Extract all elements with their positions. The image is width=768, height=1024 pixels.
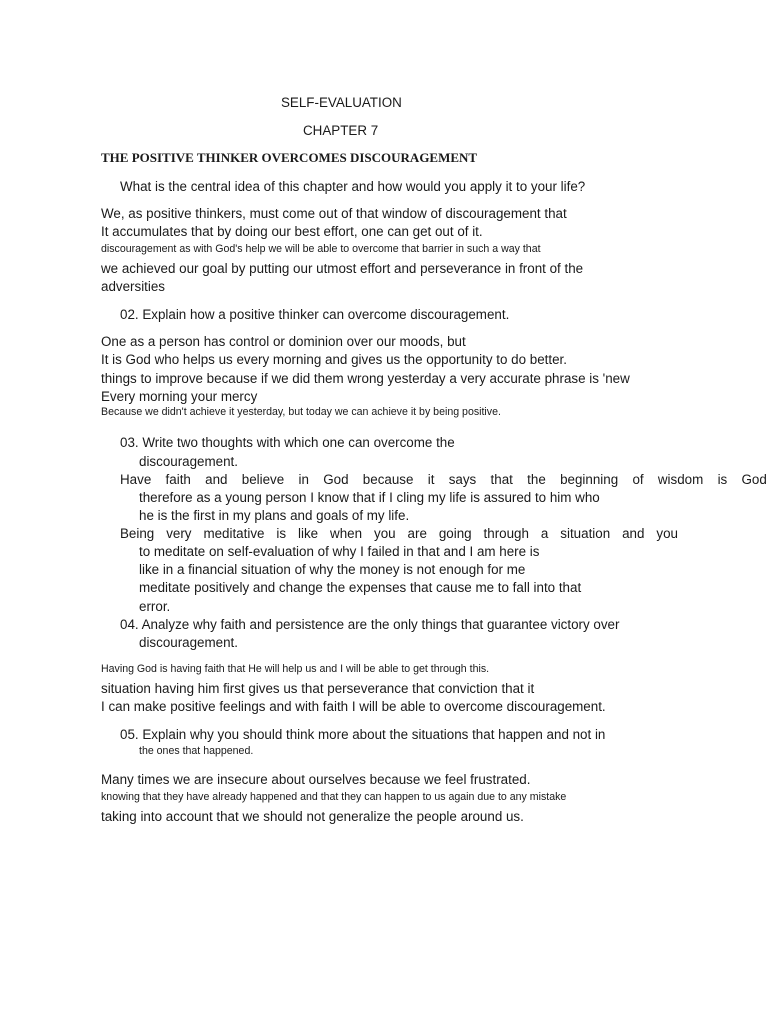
word: God [323, 472, 349, 487]
chapter-label: CHAPTER 7 [303, 123, 379, 138]
word: wisdom [657, 472, 704, 487]
answer-2-line: Every morning your mercy [101, 389, 258, 404]
answer-4-line: Having God is having faith that He will help us and I will be able to get through this. [101, 663, 490, 675]
answer-1-line: adversities [101, 279, 166, 294]
answer-5-line: knowing that they have already happened and that they can happen to us again due to any mistake [101, 791, 567, 803]
word: it [427, 472, 435, 487]
answer-4-line: I can make positive feelings and with faith I will be able to overcome discouragement. [101, 699, 606, 714]
word: a [540, 526, 549, 541]
word: in [298, 472, 309, 487]
answer-1-line: We, as positive thinkers, must come out of that window of discouragement that [101, 206, 567, 221]
thought-2-first-line [120, 526, 678, 541]
word: is [276, 526, 287, 541]
word: meditative [203, 526, 265, 541]
word: through [483, 526, 529, 541]
word: believe [241, 472, 285, 487]
word: and [622, 526, 645, 541]
answer-4-line: situation having him first gives us that perseverance that conviction that it [101, 681, 535, 696]
thought-1-line: he is the first in my plans and goals of my life. [139, 508, 410, 523]
question-4: 04. Analyze why faith and persistence are the only things that guarantee victory over [120, 617, 620, 632]
answer-5-line: Many times we are insecure about ourselves because we feel frustrated. [101, 772, 531, 787]
word: says [448, 472, 477, 487]
answer-2-line: Because we didn't achieve it yesterday, but today we can achieve it by being positive. [101, 406, 501, 418]
thought-2-line: meditate positively and change the expenses that cause me to fall into that [139, 580, 582, 595]
word: God [741, 472, 767, 487]
word: situation [560, 526, 611, 541]
word: is [717, 472, 728, 487]
question-5-cont: the ones that happened. [139, 745, 254, 757]
answer-1-line: we achieved our goal by putting our utmost effort and perseverance in front of the [101, 261, 584, 276]
thought-1-first-line [120, 472, 767, 487]
word: going [438, 526, 472, 541]
question-4-cont: discouragement. [139, 635, 238, 650]
word: are [407, 526, 427, 541]
thought-2-line: to meditate on self-evaluation of why I failed in that and I am here is [139, 544, 540, 559]
question-1: What is the central idea of this chapter and how would you apply it to your life? [120, 179, 586, 194]
question-5: 05. Explain why you should think more about the situations that happen and not in [120, 727, 606, 742]
word: Have [120, 472, 152, 487]
word: that [490, 472, 513, 487]
answer-2-line: It is God who helps us every morning and gives us the opportunity to do better. [101, 352, 567, 367]
word: like [298, 526, 319, 541]
answer-2-line: things to improve because if we did them wrong yesterday a very accurate phrase is 'new [101, 371, 630, 386]
word: very [166, 526, 192, 541]
word: because [362, 472, 414, 487]
question-3-cont: discouragement. [139, 454, 238, 469]
word: Being [120, 526, 155, 541]
thought-2-line: error. [139, 599, 171, 614]
chapter-heading: THE POSITIVE THINKER OVERCOMES DISCOURAGEMENT [101, 150, 478, 165]
answer-2-line: One as a person has control or dominion over our moods, but [101, 334, 466, 349]
word: and [205, 472, 228, 487]
word: beginning [560, 472, 619, 487]
word: when [330, 526, 363, 541]
thought-1-line: therefore as a young person I know that if I cling my life is assured to him who [139, 490, 600, 505]
answer-1-line: discouragement as with God's help we will be able to overcome that barrier in such a way that [101, 243, 541, 255]
thought-2-line: like in a financial situation of why the money is not enough for me [139, 562, 526, 577]
word: you [656, 526, 678, 541]
answer-5-line: taking into account that we should not generalize the people around us. [101, 809, 524, 824]
word: of [632, 472, 644, 487]
word: faith [165, 472, 191, 487]
word: you [374, 526, 396, 541]
word: the [527, 472, 546, 487]
question-2: 02. Explain how a positive thinker can overcome discouragement. [120, 307, 510, 322]
document-title: SELF-EVALUATION [281, 95, 402, 110]
answer-1-line: It accumulates that by doing our best effort, one can get out of it. [101, 224, 483, 239]
question-3: 03. Write two thoughts with which one can overcome the [120, 435, 455, 450]
